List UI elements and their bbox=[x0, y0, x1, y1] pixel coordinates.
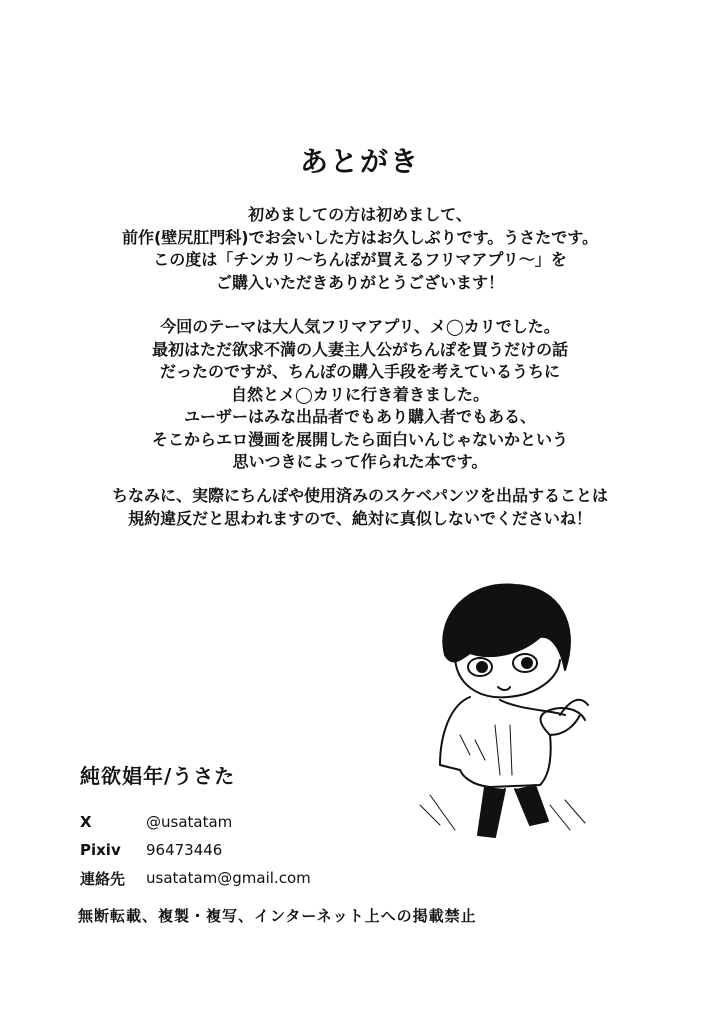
text-line: そこからエロ漫画を展開したら面白いんじゃないかという bbox=[151, 429, 568, 449]
text-line: この度は「チンカリ〜ちんぽが買えるフリマアプリ〜」を bbox=[153, 250, 567, 269]
chibi-character-illustration bbox=[400, 575, 620, 845]
text-line: ちなみに、実際にちんぽや使用済みのスケベパンツを出品することは bbox=[111, 486, 608, 505]
credit-key: Pixiv bbox=[80, 841, 121, 859]
credit-key: 連絡先 bbox=[80, 869, 126, 888]
credit-value: 96473446 bbox=[146, 841, 223, 859]
text-line: 規約違反だと思われますので、絶対に真似しないでくださいね！ bbox=[128, 508, 592, 528]
text-line: 前作(壁尻肛門科)でお会いした方はお久しぶりです。うさたです。 bbox=[121, 227, 599, 247]
copyright-notice: 無断転載、複製・複写、インターネット上への掲載禁止 bbox=[78, 907, 477, 925]
credit-row-contact bbox=[80, 867, 311, 889]
warning-paragraph bbox=[0, 485, 720, 530]
text-line: 今回のテーマは大人気フリマアプリ、メ◯カリでした。 bbox=[160, 317, 560, 336]
text-line: 思いつきによって作られた本です。 bbox=[232, 452, 488, 471]
credits-block bbox=[80, 760, 311, 895]
text-line: ユーザーはみな出品者でもあり購入者でもある、 bbox=[183, 407, 536, 426]
text-line: 初めましての方は初めまして、 bbox=[248, 205, 472, 224]
credit-key: X bbox=[80, 813, 92, 831]
theme-paragraph bbox=[0, 316, 720, 474]
text-line: ご購入いただきありがとうございます！ bbox=[215, 272, 504, 292]
credit-value: @usatatam bbox=[146, 813, 233, 831]
credit-row-x bbox=[80, 811, 311, 833]
page-title: あとがき bbox=[299, 145, 420, 178]
text-line: 最初はただ欲求不満の人妻主人公がちんぽを買うだけの話 bbox=[151, 339, 568, 359]
text-line: だったのですが、ちんぽの購入手段を考えているうちに bbox=[159, 362, 560, 381]
credit-value: usatatam@gmail.com bbox=[146, 869, 311, 887]
text-line: 自然とメ◯カリに行き着きました。 bbox=[231, 384, 489, 404]
credit-row-pixiv bbox=[80, 839, 311, 861]
circle-name: 純欲娼年/うさた bbox=[80, 764, 236, 788]
greeting-paragraph bbox=[0, 204, 720, 294]
